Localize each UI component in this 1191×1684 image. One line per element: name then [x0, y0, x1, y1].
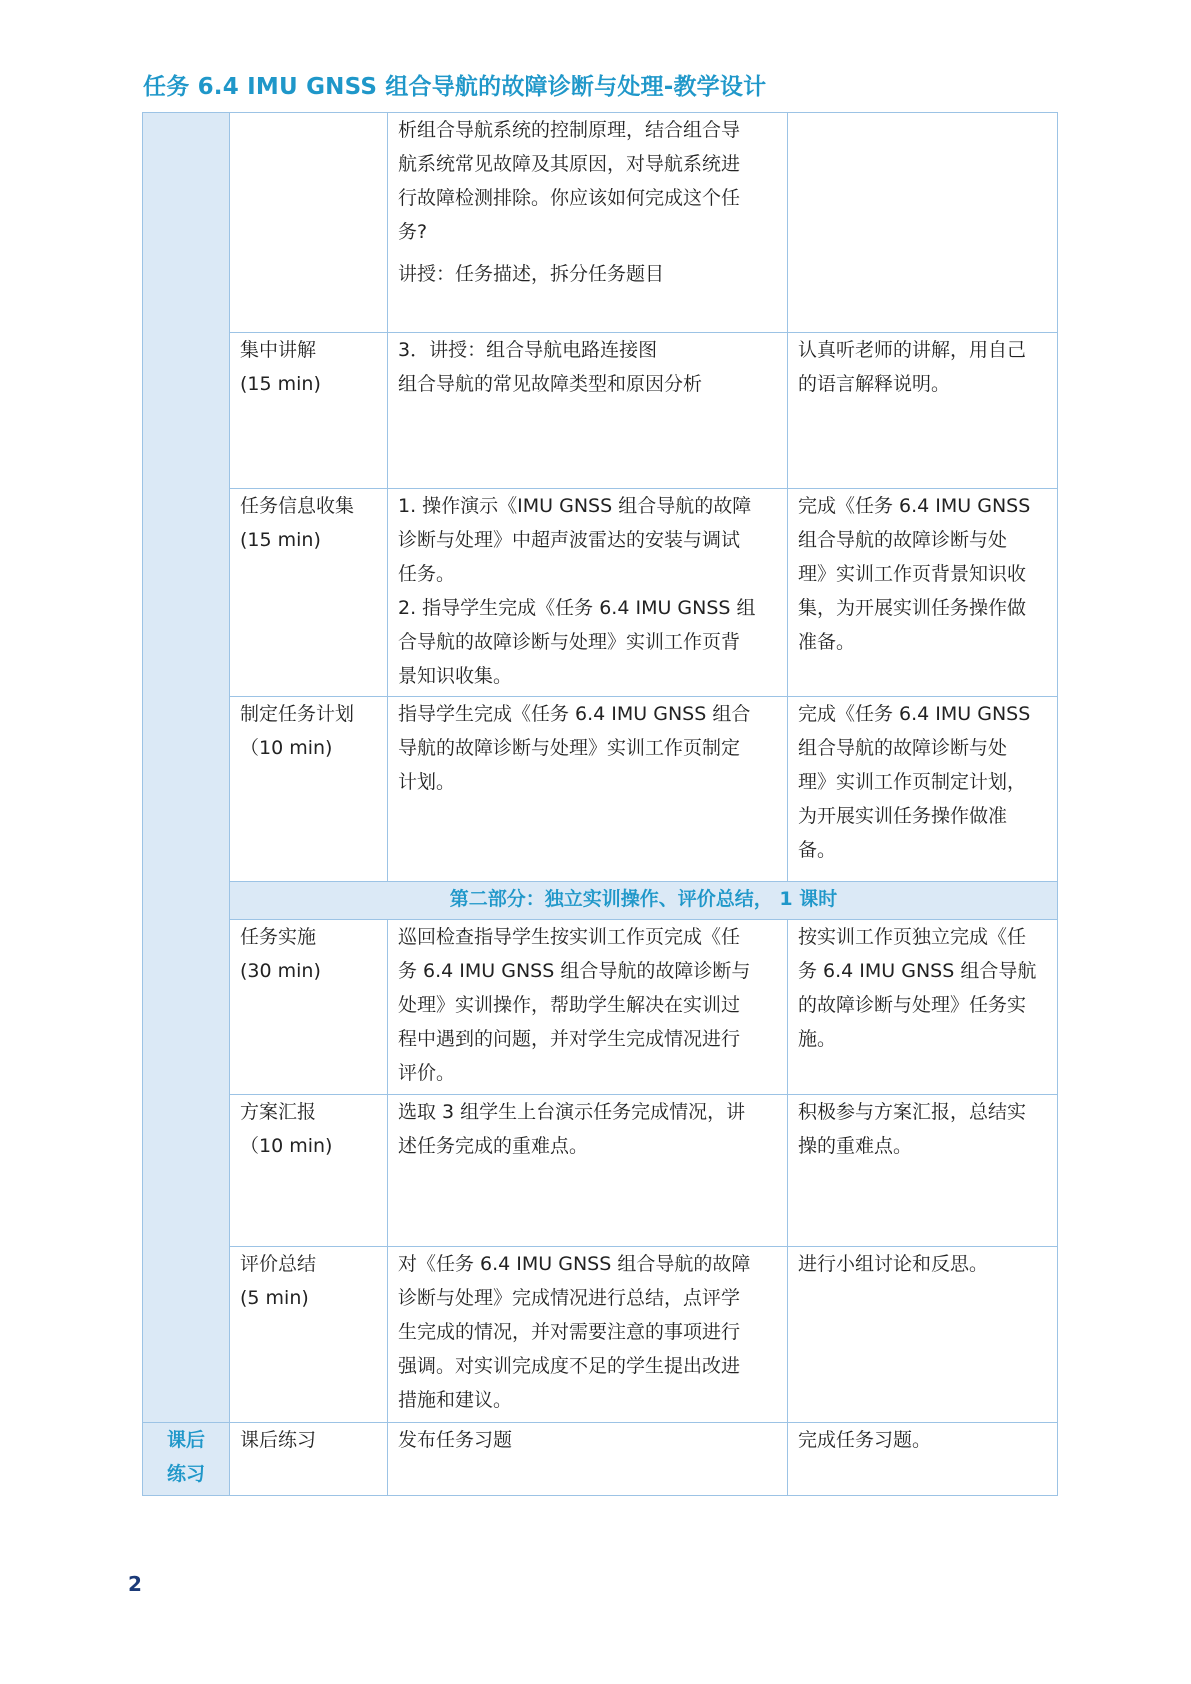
table-row: [143, 113, 1058, 333]
text-line: 强调。对实训完成度不足的学生提出改进: [398, 1355, 741, 1377]
step-name: 任务信息收集: [240, 495, 355, 517]
text-line: 对《任务 6.4 IMU GNSS 组合导航的故障: [398, 1253, 751, 1275]
text-line: 的语言解释说明。: [798, 373, 951, 395]
document-title: 任务 6.4 IMU GNSS 组合导航的故障诊断与处理-教学设计: [143, 74, 767, 100]
page-number: 2: [128, 1572, 142, 1596]
text-line: 完成《任务 6.4 IMU GNSS: [798, 703, 1031, 725]
step-cell: [230, 333, 388, 489]
step-cell: [230, 489, 388, 697]
step-duration: (15 min): [240, 373, 321, 395]
text-line: 计划。: [398, 771, 456, 793]
text-line: 备。: [798, 839, 837, 861]
step-duration: (5 min): [240, 1287, 309, 1309]
text-line: 评价。: [398, 1062, 456, 1084]
text-line: 完成任务习题。: [798, 1429, 932, 1451]
stage-label-line: 课后: [166, 1429, 205, 1451]
teacher-activity-cell: [388, 333, 788, 489]
table-row: [143, 920, 1058, 1095]
student-activity-cell: [788, 489, 1058, 697]
text-line: 行故障检测排除。你应该如何完成这个任: [398, 187, 741, 209]
text-line: 进行小组讨论和反思。: [798, 1253, 989, 1275]
table-row: [143, 697, 1058, 882]
step-cell: [230, 697, 388, 882]
table-row: [143, 1247, 1058, 1423]
text-line: 3．讲授：组合导航电路连接图: [398, 339, 658, 361]
step-duration: （10 min): [240, 737, 333, 759]
step-name: 评价总结: [240, 1253, 317, 1275]
text-line: 景知识收集。: [398, 665, 513, 687]
text-line: 务 6.4 IMU GNSS 组合导航: [798, 960, 1037, 982]
teacher-activity-cell: [388, 697, 788, 882]
text-line: 组合导航的故障诊断与处: [798, 737, 1008, 759]
text-line: 2. 指导学生完成《任务 6.4 IMU GNSS 组: [398, 597, 756, 619]
text-line: 任务。: [398, 563, 456, 585]
step-cell: [230, 113, 388, 333]
step-duration: (30 min): [240, 960, 321, 982]
text-line: 述任务完成的重难点。: [398, 1135, 589, 1157]
text-line: 的故障诊断与处理》任务实: [798, 994, 1027, 1016]
text-line: 诊断与处理》完成情况进行总结，点评学: [398, 1287, 741, 1309]
student-activity-cell: [788, 920, 1058, 1095]
student-activity-cell: [788, 697, 1058, 882]
text-line: 指导学生完成《任务 6.4 IMU GNSS 组合: [398, 703, 751, 725]
text-line: 航系统常见故障及其原因，对导航系统进: [398, 153, 741, 175]
student-activity-cell: [788, 1423, 1058, 1496]
text-line: 处理》实训操作，帮助学生解决在实训过: [398, 994, 741, 1016]
step-duration: (15 min): [240, 529, 321, 551]
text-line: 1. 操作演示《IMU GNSS 组合导航的故障: [398, 495, 752, 517]
text-line: 完成《任务 6.4 IMU GNSS: [798, 495, 1031, 517]
student-activity-cell: [788, 1095, 1058, 1247]
text-line: 讲授：任务描述，拆分任务题目: [398, 263, 665, 285]
section-header: 第二部分：独立实训操作、评价总结， 1 课时: [230, 882, 1058, 920]
text-line: 选取 3 组学生上台演示任务完成情况，讲: [398, 1101, 746, 1123]
text-line: 积极参与方案汇报，总结实: [798, 1101, 1027, 1123]
text-line: 导航的故障诊断与处理》实训工作页制定: [398, 737, 741, 759]
section-header-row: [143, 882, 1058, 920]
step-cell: [230, 920, 388, 1095]
text-line: 操的重难点。: [798, 1135, 913, 1157]
teacher-activity-cell: [388, 489, 788, 697]
teacher-activity-cell: [388, 113, 788, 333]
text-line: 按实训工作页独立完成《任: [798, 926, 1027, 948]
text-line: 理》实训工作页制定计划，: [798, 771, 1027, 793]
step-cell: [230, 1423, 388, 1496]
text-line: 巡回检查指导学生按实训工作页完成《任: [398, 926, 741, 948]
text-line: 发布任务习题: [398, 1429, 513, 1451]
student-activity-cell: [788, 1247, 1058, 1423]
step-name: 任务实施: [240, 926, 317, 948]
text-line: 准备。: [798, 631, 856, 653]
text-line: 为开展实训任务操作做准: [798, 805, 1008, 827]
table-row: [143, 1095, 1058, 1247]
text-line: 措施和建议。: [398, 1389, 513, 1411]
student-activity-cell: [788, 113, 1058, 333]
step-name: 课后练习: [240, 1429, 317, 1451]
step-name: 方案汇报: [240, 1101, 317, 1123]
text-line: 程中遇到的问题，并对学生完成情况进行: [398, 1028, 741, 1050]
homework-row: [143, 1423, 1058, 1496]
table-row: [143, 489, 1058, 697]
text-line: 集，为开展实训任务操作做: [798, 597, 1027, 619]
step-name: 集中讲解: [240, 339, 317, 361]
step-cell: [230, 1095, 388, 1247]
stage-label-cell: [143, 113, 230, 1423]
text-line: 析组合导航系统的控制原理，结合组合导: [398, 119, 741, 141]
text-line: 认真听老师的讲解，用自己: [798, 339, 1027, 361]
teacher-activity-cell: [388, 920, 788, 1095]
stage-label-homework: [143, 1423, 230, 1496]
teacher-activity-cell: [388, 1423, 788, 1496]
text-line: 合导航的故障诊断与处理》实训工作页背: [398, 631, 741, 653]
student-activity-cell: [788, 333, 1058, 489]
text-line: 组合导航的故障诊断与处: [798, 529, 1008, 551]
lesson-plan-table: [142, 112, 1058, 1496]
step-name: 制定任务计划: [240, 703, 355, 725]
teacher-activity-cell: [388, 1247, 788, 1423]
teacher-activity-cell: [388, 1095, 788, 1247]
step-cell: [230, 1247, 388, 1423]
text-line: 施。: [798, 1028, 837, 1050]
text-line: 组合导航的常见故障类型和原因分析: [398, 373, 703, 395]
text-line: 务?: [398, 221, 428, 243]
step-duration: （10 min): [240, 1135, 333, 1157]
text-line: 务 6.4 IMU GNSS 组合导航的故障诊断与: [398, 960, 751, 982]
table-row: [143, 333, 1058, 489]
text-line: 生完成的情况，并对需要注意的事项进行: [398, 1321, 741, 1343]
stage-label-line: 练习: [166, 1463, 205, 1485]
text-line: 诊断与处理》中超声波雷达的安装与调试: [398, 529, 741, 551]
text-line: 理》实训工作页背景知识收: [798, 563, 1027, 585]
